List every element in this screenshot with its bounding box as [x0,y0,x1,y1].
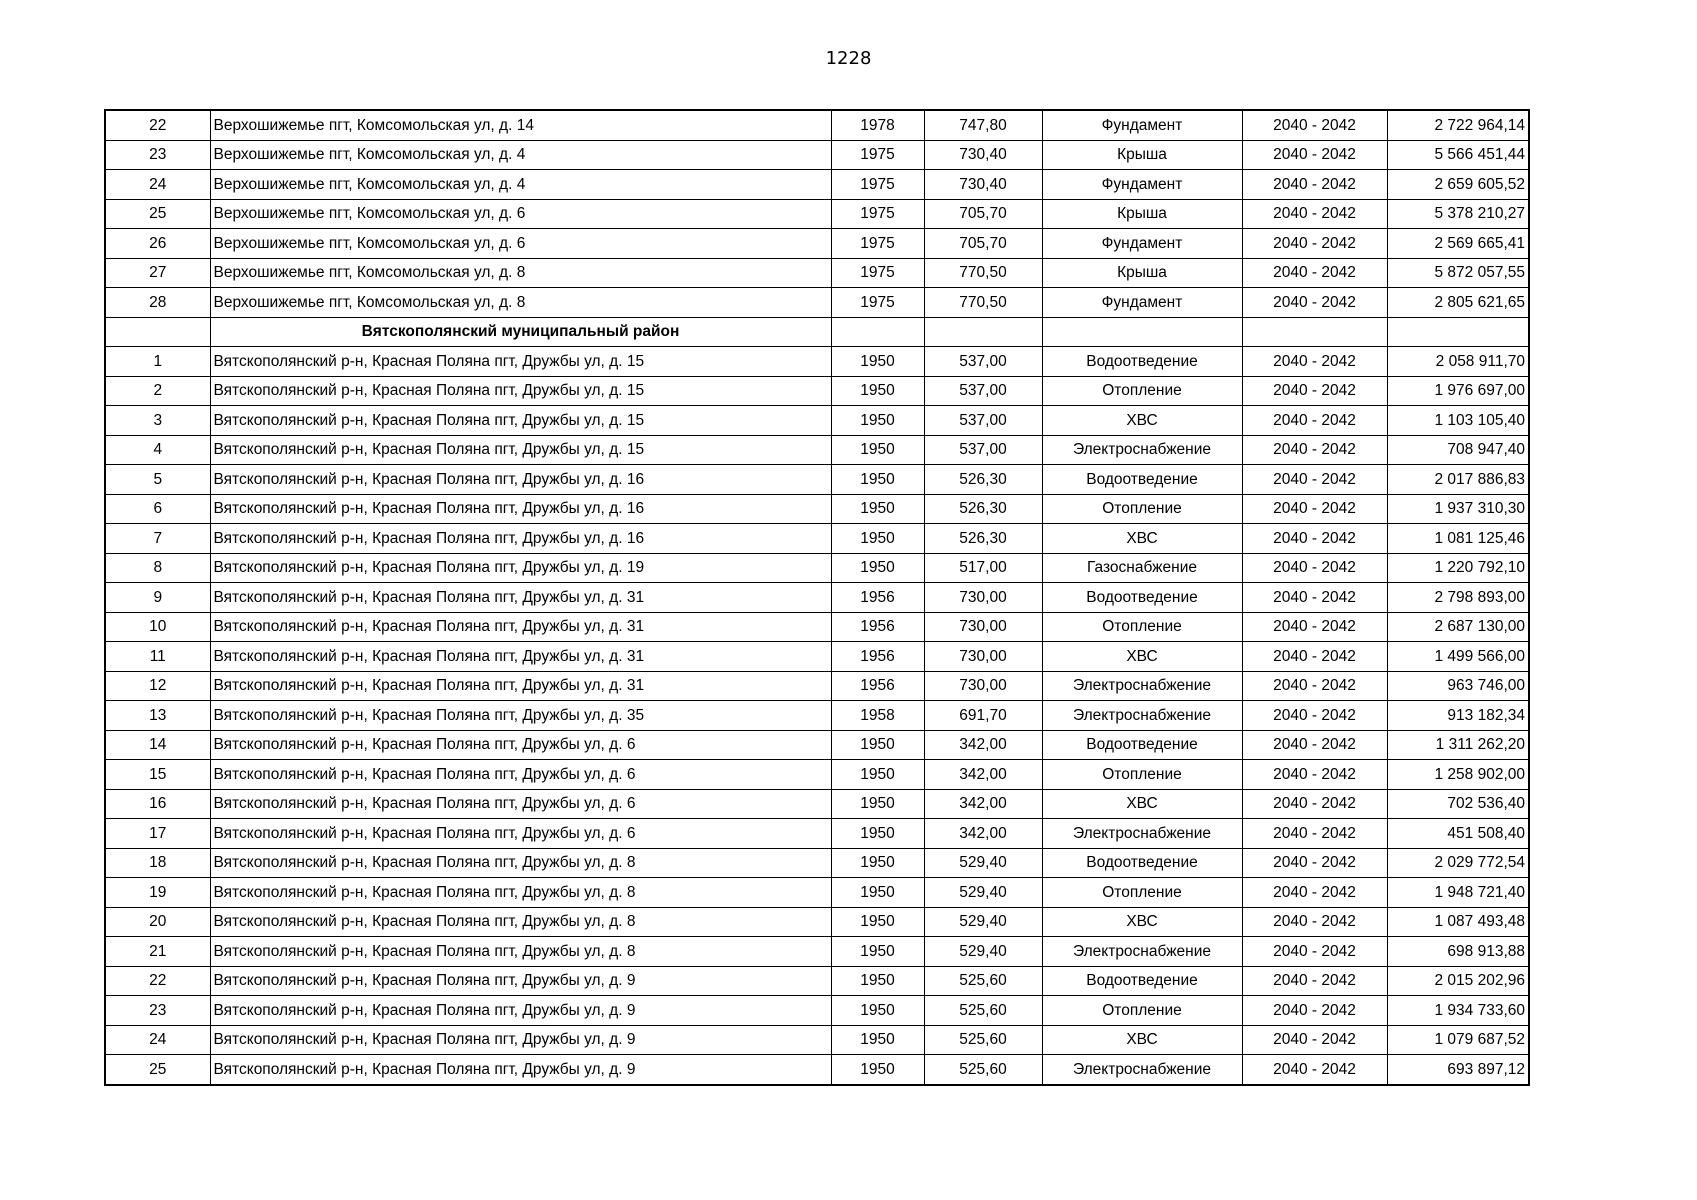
work-type-cell: Электроснабжение [1042,937,1242,967]
section-header-row [105,317,1529,347]
address-cell: Верхошижемье пгт, Комсомольская ул, д. 8 [210,258,831,288]
cost-cell: 1 103 105,40 [1387,406,1529,436]
period-cell: 2040 - 2042 [1242,199,1387,229]
year-built-cell: 1975 [831,229,924,259]
work-type-cell: ХВС [1042,406,1242,436]
work-type-cell: Отопление [1042,376,1242,406]
work-type-cell: Фундамент [1042,170,1242,200]
cost-cell: 2 017 886,83 [1387,465,1529,495]
table-row [105,878,1529,908]
table-row [105,524,1529,554]
cost-cell: 963 746,00 [1387,671,1529,701]
area-cell: 525,60 [924,966,1042,996]
period-cell: 2040 - 2042 [1242,376,1387,406]
work-type-cell: Электроснабжение [1042,701,1242,731]
period-cell: 2040 - 2042 [1242,288,1387,318]
year-built-cell: 1950 [831,996,924,1026]
row-number: 22 [105,110,210,140]
period-cell: 2040 - 2042 [1242,465,1387,495]
area-cell: 517,00 [924,553,1042,583]
area-cell: 537,00 [924,347,1042,377]
row-number: 9 [105,583,210,613]
table-row [105,583,1529,613]
period-cell: 2040 - 2042 [1242,1025,1387,1055]
cost-cell: 2 687 130,00 [1387,612,1529,642]
area-cell: 747,80 [924,110,1042,140]
address-cell: Вятскополянский р-н, Красная Поляна пгт, Дружбы ул, д. 35 [210,701,831,731]
table-row [105,730,1529,760]
address-cell: Вятскополянский р-н, Красная Поляна пгт, Дружбы ул, д. 6 [210,819,831,849]
table-row [105,110,1529,140]
year-built-cell: 1975 [831,170,924,200]
row-number: 1 [105,347,210,377]
area-cell: 730,00 [924,671,1042,701]
row-number: 20 [105,907,210,937]
period-cell: 2040 - 2042 [1242,229,1387,259]
period-cell: 2040 - 2042 [1242,110,1387,140]
work-type-cell: Отопление [1042,878,1242,908]
work-type-cell: Крыша [1042,199,1242,229]
row-number: 24 [105,170,210,200]
year-built-cell: 1975 [831,199,924,229]
period-cell: 2040 - 2042 [1242,140,1387,170]
period-cell: 2040 - 2042 [1242,583,1387,613]
period-cell: 2040 - 2042 [1242,966,1387,996]
area-cell: 770,50 [924,258,1042,288]
table-row [105,819,1529,849]
area-cell: 525,60 [924,1025,1042,1055]
cost-cell: 2 058 911,70 [1387,347,1529,377]
area-cell: 730,40 [924,170,1042,200]
table-row [105,376,1529,406]
address-cell: Верхошижемье пгт, Комсомольская ул, д. 4 [210,140,831,170]
period-cell: 2040 - 2042 [1242,435,1387,465]
table-row [105,848,1529,878]
table-row [105,199,1529,229]
work-type-cell: Электроснабжение [1042,671,1242,701]
table-row [105,229,1529,259]
area-cell: 529,40 [924,937,1042,967]
period-cell: 2040 - 2042 [1242,258,1387,288]
work-type-cell: Водоотведение [1042,730,1242,760]
cost-cell: 1 934 733,60 [1387,996,1529,1026]
cost-cell: 1 081 125,46 [1387,524,1529,554]
cost-cell: 1 948 721,40 [1387,878,1529,908]
address-cell: Вятскополянский р-н, Красная Поляна пгт, Дружбы ул, д. 16 [210,524,831,554]
row-number: 8 [105,553,210,583]
cost-cell: 2 569 665,41 [1387,229,1529,259]
area-cell [924,317,1042,347]
row-number: 25 [105,199,210,229]
area-cell: 529,40 [924,848,1042,878]
area-cell: 526,30 [924,494,1042,524]
work-type-cell: ХВС [1042,789,1242,819]
cost-cell: 1 499 566,00 [1387,642,1529,672]
area-cell: 705,70 [924,229,1042,259]
work-type-cell: Отопление [1042,494,1242,524]
year-built-cell: 1956 [831,583,924,613]
work-type-cell: Фундамент [1042,229,1242,259]
year-built-cell [831,317,924,347]
year-built-cell: 1950 [831,524,924,554]
year-built-cell: 1956 [831,671,924,701]
table-row [105,1025,1529,1055]
address-cell: Вятскополянский р-н, Красная Поляна пгт, Дружбы ул, д. 6 [210,789,831,819]
row-number: 19 [105,878,210,908]
area-cell: 525,60 [924,996,1042,1026]
year-built-cell: 1950 [831,819,924,849]
year-built-cell: 1956 [831,642,924,672]
period-cell: 2040 - 2042 [1242,701,1387,731]
year-built-cell: 1950 [831,347,924,377]
period-cell: 2040 - 2042 [1242,406,1387,436]
period-cell: 2040 - 2042 [1242,819,1387,849]
cost-cell: 2 805 621,65 [1387,288,1529,318]
period-cell: 2040 - 2042 [1242,642,1387,672]
address-cell: Вятскополянский р-н, Красная Поляна пгт, Дружбы ул, д. 6 [210,730,831,760]
table-row [105,789,1529,819]
work-type-cell: Электроснабжение [1042,435,1242,465]
work-type-cell [1042,317,1242,347]
address-cell: Вятскополянский р-н, Красная Поляна пгт, Дружбы ул, д. 9 [210,996,831,1026]
year-built-cell: 1950 [831,465,924,495]
table-row [105,170,1529,200]
area-cell: 342,00 [924,819,1042,849]
row-number: 5 [105,465,210,495]
row-number: 23 [105,140,210,170]
work-type-cell: Водоотведение [1042,966,1242,996]
row-number [105,317,210,347]
work-type-cell: Крыша [1042,140,1242,170]
address-cell: Верхошижемье пгт, Комсомольская ул, д. 6 [210,199,831,229]
cost-cell: 1 079 687,52 [1387,1025,1529,1055]
period-cell: 2040 - 2042 [1242,760,1387,790]
cost-cell: 708 947,40 [1387,435,1529,465]
area-cell: 537,00 [924,406,1042,436]
area-cell: 537,00 [924,435,1042,465]
period-cell: 2040 - 2042 [1242,170,1387,200]
cost-cell: 2 798 893,00 [1387,583,1529,613]
period-cell: 2040 - 2042 [1242,878,1387,908]
area-cell: 730,00 [924,583,1042,613]
work-type-cell: Отопление [1042,612,1242,642]
cost-cell: 913 182,34 [1387,701,1529,731]
row-number: 18 [105,848,210,878]
row-number: 23 [105,996,210,1026]
row-number: 6 [105,494,210,524]
work-type-cell: Водоотведение [1042,848,1242,878]
work-type-cell: Отопление [1042,760,1242,790]
area-cell: 529,40 [924,878,1042,908]
row-number: 28 [105,288,210,318]
address-cell: Верхошижемье пгт, Комсомольская ул, д. 6 [210,229,831,259]
cost-cell: 1 258 902,00 [1387,760,1529,790]
area-cell: 770,50 [924,288,1042,318]
address-cell: Вятскополянский р-н, Красная Поляна пгт, Дружбы ул, д. 8 [210,937,831,967]
table-row [105,406,1529,436]
address-cell: Вятскополянский р-н, Красная Поляна пгт, Дружбы ул, д. 8 [210,878,831,908]
table-row [105,494,1529,524]
section-title: Вятскополянский муниципальный район [210,317,831,347]
row-number: 2 [105,376,210,406]
row-number: 16 [105,789,210,819]
row-number: 22 [105,966,210,996]
address-cell: Вятскополянский р-н, Красная Поляна пгт, Дружбы ул, д. 6 [210,760,831,790]
area-cell: 691,70 [924,701,1042,731]
address-cell: Вятскополянский р-н, Красная Поляна пгт, Дружбы ул, д. 31 [210,612,831,642]
row-number: 14 [105,730,210,760]
work-type-cell: ХВС [1042,1025,1242,1055]
work-type-cell: Отопление [1042,996,1242,1026]
area-cell: 342,00 [924,760,1042,790]
period-cell: 2040 - 2042 [1242,848,1387,878]
area-cell: 525,60 [924,1055,1042,1085]
row-number: 17 [105,819,210,849]
row-number: 10 [105,612,210,642]
row-number: 3 [105,406,210,436]
row-number: 12 [105,671,210,701]
work-type-cell: Электроснабжение [1042,819,1242,849]
period-cell: 2040 - 2042 [1242,1055,1387,1085]
row-number: 27 [105,258,210,288]
address-cell: Вятскополянский р-н, Красная Поляна пгт, Дружбы ул, д. 31 [210,642,831,672]
period-cell: 2040 - 2042 [1242,347,1387,377]
table-row [105,553,1529,583]
area-cell: 730,00 [924,612,1042,642]
work-type-cell: Газоснабжение [1042,553,1242,583]
year-built-cell: 1975 [831,258,924,288]
work-type-cell: Водоотведение [1042,583,1242,613]
cost-cell: 2 015 202,96 [1387,966,1529,996]
cost-cell: 1 087 493,48 [1387,907,1529,937]
cost-cell: 5 378 210,27 [1387,199,1529,229]
year-built-cell: 1950 [831,1025,924,1055]
period-cell: 2040 - 2042 [1242,671,1387,701]
page-number: 1228 [825,48,872,69]
table-row [105,760,1529,790]
address-cell: Вятскополянский р-н, Красная Поляна пгт, Дружбы ул, д. 19 [210,553,831,583]
year-built-cell: 1950 [831,907,924,937]
work-type-cell: Водоотведение [1042,347,1242,377]
table-row [105,435,1529,465]
table-row [105,465,1529,495]
area-cell: 730,00 [924,642,1042,672]
cost-cell [1387,317,1529,347]
area-cell: 537,00 [924,376,1042,406]
year-built-cell: 1950 [831,966,924,996]
address-cell: Вятскополянский р-н, Красная Поляна пгт, Дружбы ул, д. 31 [210,583,831,613]
work-type-cell: Крыша [1042,258,1242,288]
area-cell: 526,30 [924,465,1042,495]
row-number: 15 [105,760,210,790]
work-type-cell: Фундамент [1042,288,1242,318]
year-built-cell: 1950 [831,789,924,819]
year-built-cell: 1956 [831,612,924,642]
row-number: 7 [105,524,210,554]
address-cell: Вятскополянский р-н, Красная Поляна пгт, Дружбы ул, д. 16 [210,494,831,524]
table-row [105,612,1529,642]
table-row [105,288,1529,318]
address-cell: Верхошижемье пгт, Комсомольская ул, д. 8 [210,288,831,318]
address-cell: Вятскополянский р-н, Красная Поляна пгт, Дружбы ул, д. 8 [210,907,831,937]
cost-cell: 1 976 697,00 [1387,376,1529,406]
address-cell: Вятскополянский р-н, Красная Поляна пгт, Дружбы ул, д. 8 [210,848,831,878]
year-built-cell: 1975 [831,288,924,318]
address-cell: Вятскополянский р-н, Красная Поляна пгт, Дружбы ул, д. 15 [210,376,831,406]
address-cell: Вятскополянский р-н, Красная Поляна пгт, Дружбы ул, д. 9 [210,1055,831,1085]
table-row [105,671,1529,701]
row-number: 13 [105,701,210,731]
table-body [105,110,1529,1085]
area-cell: 342,00 [924,730,1042,760]
year-built-cell: 1950 [831,760,924,790]
cost-cell: 1 311 262,20 [1387,730,1529,760]
row-number: 21 [105,937,210,967]
work-type-cell: ХВС [1042,642,1242,672]
cost-cell: 5 872 057,55 [1387,258,1529,288]
cost-cell: 1 937 310,30 [1387,494,1529,524]
table-row [105,140,1529,170]
year-built-cell: 1975 [831,140,924,170]
work-type-cell: Водоотведение [1042,465,1242,495]
work-type-cell: ХВС [1042,524,1242,554]
table-row [105,966,1529,996]
area-cell: 730,40 [924,140,1042,170]
row-number: 25 [105,1055,210,1085]
area-cell: 529,40 [924,907,1042,937]
period-cell: 2040 - 2042 [1242,494,1387,524]
cost-cell: 698 913,88 [1387,937,1529,967]
year-built-cell: 1950 [831,848,924,878]
period-cell: 2040 - 2042 [1242,524,1387,554]
year-built-cell: 1950 [831,878,924,908]
table-row [105,907,1529,937]
address-cell: Вятскополянский р-н, Красная Поляна пгт, Дружбы ул, д. 15 [210,435,831,465]
work-type-cell: ХВС [1042,907,1242,937]
row-number: 26 [105,229,210,259]
year-built-cell: 1950 [831,937,924,967]
address-cell: Вятскополянский р-н, Красная Поляна пгт, Дружбы ул, д. 15 [210,406,831,436]
year-built-cell: 1950 [831,376,924,406]
address-cell: Верхошижемье пгт, Комсомольская ул, д. 14 [210,110,831,140]
address-cell: Вятскополянский р-н, Красная Поляна пгт, Дружбы ул, д. 31 [210,671,831,701]
period-cell: 2040 - 2042 [1242,553,1387,583]
period-cell: 2040 - 2042 [1242,937,1387,967]
area-cell: 342,00 [924,789,1042,819]
row-number: 24 [105,1025,210,1055]
table-row [105,347,1529,377]
area-cell: 526,30 [924,524,1042,554]
table-row [105,701,1529,731]
table-row [105,258,1529,288]
address-cell: Верхошижемье пгт, Комсомольская ул, д. 4 [210,170,831,200]
period-cell: 2040 - 2042 [1242,907,1387,937]
repair-schedule-table [104,109,1530,1086]
address-cell: Вятскополянский р-н, Красная Поляна пгт, Дружбы ул, д. 15 [210,347,831,377]
year-built-cell: 1950 [831,553,924,583]
cost-cell: 702 536,40 [1387,789,1529,819]
year-built-cell: 1978 [831,110,924,140]
period-cell: 2040 - 2042 [1242,789,1387,819]
row-number: 11 [105,642,210,672]
table-row [105,1055,1529,1085]
year-built-cell: 1950 [831,494,924,524]
address-cell: Вятскополянский р-н, Красная Поляна пгт, Дружбы ул, д. 9 [210,1025,831,1055]
cost-cell: 2 029 772,54 [1387,848,1529,878]
cost-cell: 2 659 605,52 [1387,170,1529,200]
cost-cell: 1 220 792,10 [1387,553,1529,583]
cost-cell: 2 722 964,14 [1387,110,1529,140]
row-number: 4 [105,435,210,465]
period-cell: 2040 - 2042 [1242,730,1387,760]
year-built-cell: 1950 [831,1055,924,1085]
address-cell: Вятскополянский р-н, Красная Поляна пгт, Дружбы ул, д. 16 [210,465,831,495]
year-built-cell: 1950 [831,435,924,465]
area-cell: 705,70 [924,199,1042,229]
year-built-cell: 1950 [831,406,924,436]
address-cell: Вятскополянский р-н, Красная Поляна пгт, Дружбы ул, д. 9 [210,966,831,996]
period-cell [1242,317,1387,347]
cost-cell: 451 508,40 [1387,819,1529,849]
table-row [105,996,1529,1026]
work-type-cell: Электроснабжение [1042,1055,1242,1085]
cost-cell: 5 566 451,44 [1387,140,1529,170]
table-row [105,937,1529,967]
table-row [105,642,1529,672]
cost-cell: 693 897,12 [1387,1055,1529,1085]
year-built-cell: 1950 [831,730,924,760]
period-cell: 2040 - 2042 [1242,612,1387,642]
period-cell: 2040 - 2042 [1242,996,1387,1026]
year-built-cell: 1958 [831,701,924,731]
work-type-cell: Фундамент [1042,110,1242,140]
